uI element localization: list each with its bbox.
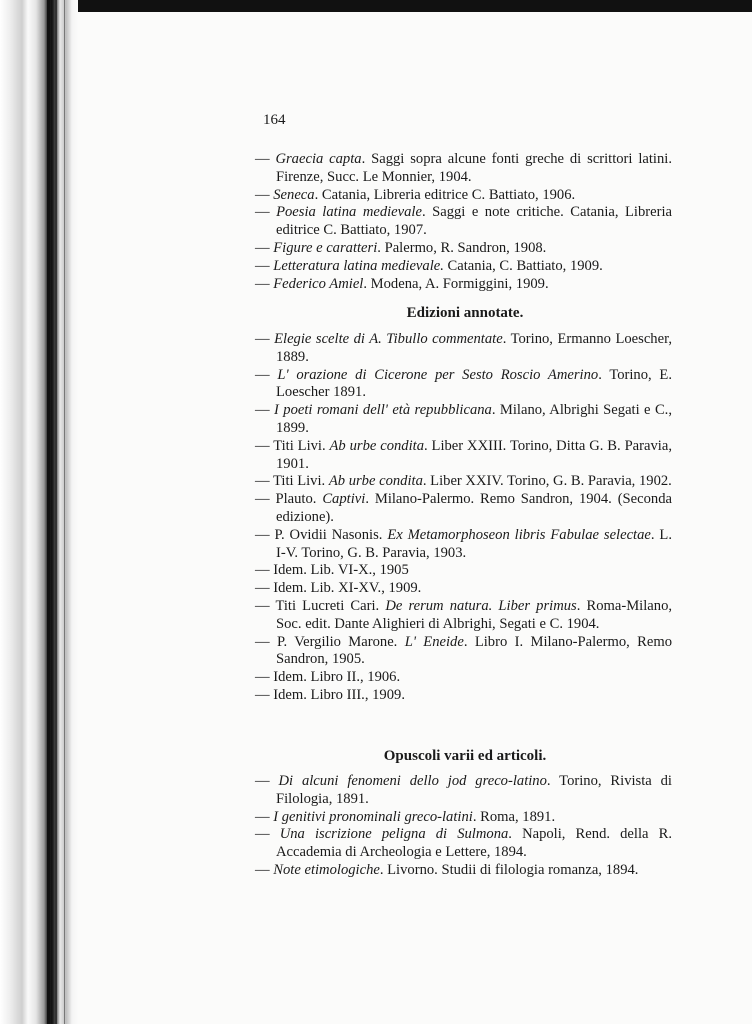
bibliography-entry [255,809,672,827]
bibliography-entry [255,580,672,598]
entry-dash: — [255,151,276,167]
entry-dash: — [255,773,279,789]
bibliography-entry [255,240,672,258]
entry-text: Titi Livi. [272,473,329,490]
entry-text: Idem. Libro II., 1906. [273,669,401,686]
bibliography-entry [255,634,672,670]
entry-title: Seneca [273,186,315,203]
entry-text: . Liber XXIII. Torino, Ditta G. B. Paravia, 1901. [276,437,672,472]
entry-dash: — [255,366,278,383]
entry-dash: — [255,437,274,454]
entry-title: Letteratura latina medievale. [273,257,444,274]
bibliography-entry [255,687,672,705]
entry-text: Plauto. [275,491,323,508]
entry-text: . Saggi sopra alcune fonti greche di scrittori latini. Firenze, Succ. Le Monnier, 1904. [276,151,672,185]
entry-text: Titi Lucreti Cari. [275,597,386,614]
entry-text: . Catania, Libreria editrice C. Battiato, 1906. [314,186,576,203]
entry-title: Elegie scelte di A. Tibullo commentate [274,331,503,347]
entry-title: Di alcuni fenomeni dello jod greco-latino [278,773,547,789]
bibliography-entry [255,669,672,687]
entry-title: Note etimologiche [273,861,380,878]
entry-text: Idem. Libro III., 1909. [273,686,405,703]
entry-dash: — [255,491,276,508]
entry-dash: — [255,562,274,579]
entry-dash: — [255,331,275,347]
entry-dash: — [255,826,280,843]
entry-title: Ab urbe condita [328,473,423,490]
entry-text: . Modena, A. Formiggini, 1909. [363,275,549,292]
articles-list [255,773,672,880]
entry-dash: — [255,186,274,203]
entry-dash: — [255,526,275,543]
entry-dash: — [255,580,274,597]
entry-title: I poeti romani dell' età repubblicana [274,402,492,419]
entry-title: Una iscrizione peligna di Sulmona [279,826,509,843]
entry-text: . Livorno. Studii di filologia romanza, 1894. [379,861,639,878]
bibliography-entry [255,527,672,563]
entry-text: P. Vergilio Marone. [276,633,405,650]
bibliography-entry [255,473,672,491]
bibliography-entry [255,276,672,294]
entry-title: Federico Amiel [273,275,364,292]
entry-text: . L. I-V. Torino, G. B. Paravia, 1903. [276,526,672,561]
entry-dash: — [255,239,274,256]
entry-dash: — [255,861,274,878]
entry-title: L' Eneide [404,633,464,650]
bibliography-entry [255,204,672,240]
entry-dash: — [255,257,274,274]
entry-text: Catania, C. Battiato, 1909. [443,257,603,274]
entry-dash: — [255,402,275,419]
entry-title: Ab urbe condita [329,437,425,454]
bibliography-entry [255,826,672,862]
bibliography-entry [255,773,672,809]
entry-text: . Roma, 1891. [472,808,556,825]
entry-text: Idem. Lib. VI-X., 1905 [273,562,409,579]
book-binding-edge [0,0,78,1024]
scan-top-border [0,0,752,12]
section-heading-edizioni: Edizioni annotate. [406,305,524,321]
entry-text: P. Ovidii Nasonis. [274,526,388,543]
entry-title: Ex Metamorphoseon libris Fabulae selectae [387,526,651,543]
entry-dash: — [255,204,277,221]
bibliography-entry [255,187,672,205]
entry-title: L' orazione di Cicerone per Sesto Roscio Amerino [277,366,599,383]
entry-text: Idem. Lib. XI-XV., 1909. [273,580,422,597]
entry-text: . Torino, Rivista di Filologia, 1891. [276,773,672,807]
bibliography-entry [255,151,672,187]
bibliography-entry [255,367,672,403]
bibliography-entry [255,258,672,276]
entry-title: I genitivi pronominali greco-latini [273,808,473,825]
entry-text: Titi Livi. [273,437,330,454]
works-list [255,151,672,293]
bibliography-entry [255,598,672,634]
page-number: 164 [263,112,286,128]
bibliography-entry [255,862,672,880]
bibliography-entry [255,491,672,527]
entry-dash: — [255,669,274,686]
entry-dash: — [255,275,274,292]
entry-title: Captivi [322,491,366,508]
entry-dash: — [255,686,274,703]
entry-text: . Roma-Milano, Soc. edit. Dante Alighieri di Albrighi, Segati e C. 1904. [276,597,673,632]
entry-text: . Saggi e note critiche. Catania, Libreria editrice C. Battiato, 1907. [276,204,672,239]
annotated-editions-list [255,331,672,705]
entry-dash: — [255,808,274,825]
entry-text: . Milano-Palermo. Remo Sandron, 1904. (Seconda edizione). [276,491,672,525]
entry-title: Poesia latina medievale [276,204,422,221]
entry-title: Figure e caratteri [273,239,378,256]
entry-text: . Liber XXIV. Torino, G. B. Paravia, 1902. [422,473,672,490]
entry-dash: — [255,597,276,614]
section-heading-opuscoli: Opuscoli varii ed articoli. [383,748,547,764]
bibliography-entry [255,402,672,438]
entry-dash: — [255,633,277,650]
entry-text: . Libro I. Milano-Palermo, Remo Sandron, 1905. [276,633,672,668]
entry-text: . Milano, Albrighi Segati e C., 1899. [276,402,672,436]
entry-title: Graecia capta [275,151,362,167]
entry-text: . Torino, E. Loescher 1891. [276,366,672,401]
bibliography-entry [255,562,672,580]
entry-dash: — [255,473,273,490]
bibliography-entry [255,331,672,367]
entry-title: De rerum natura. Liber primus [385,597,577,614]
entry-text: . Napoli, Rend. della R. Accademia di Archeologia e Lettere, 1894. [276,826,672,861]
entry-text: . Palermo, R. Sandron, 1908. [377,239,547,256]
bibliography-entry [255,438,672,474]
entry-text: . Torino, Ermanno Loescher, 1889. [276,331,673,365]
